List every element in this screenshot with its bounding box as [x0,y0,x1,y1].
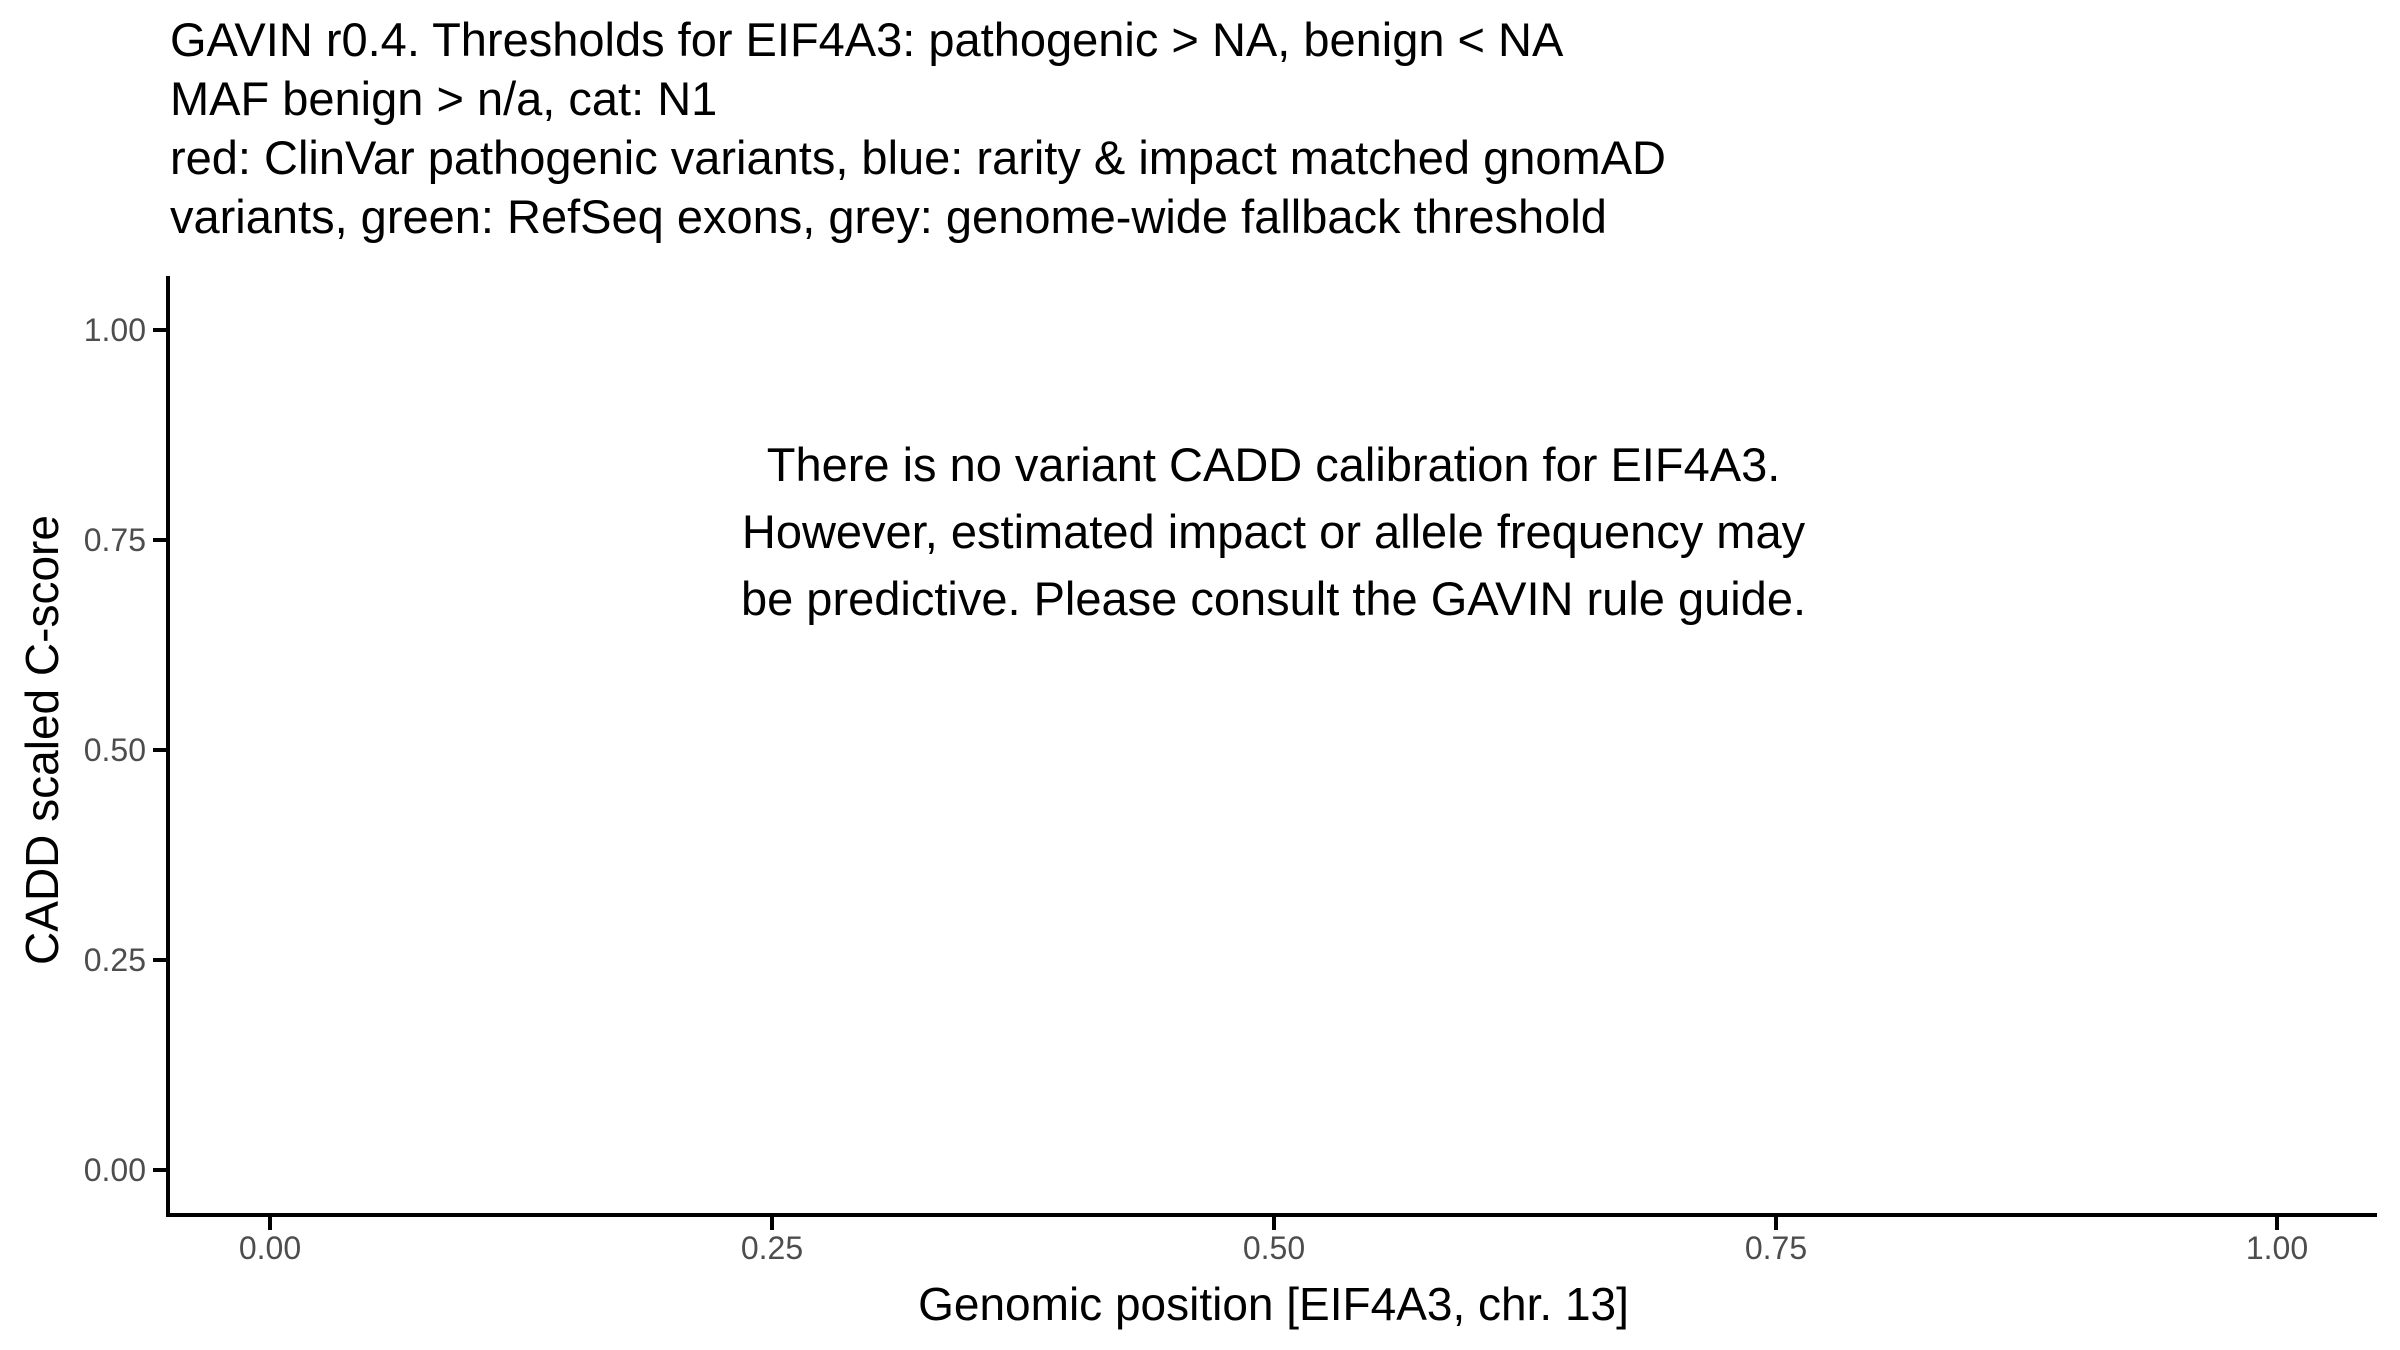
y-tick-label: 1.00 [83,312,146,348]
x-tick-mark [1774,1217,1778,1230]
no-data-annotation [170,431,2377,632]
x-tick-mark [2275,1217,2279,1230]
y-tick-mark [153,328,166,332]
y-tick-label: 0.75 [83,522,146,558]
x-tick-label: 0.50 [1242,1230,1306,1266]
y-axis-line [166,276,170,1217]
no-data-annotation-line-3: be predictive. Please consult the GAVIN rule guide. [740,572,1807,625]
y-tick-mark [153,1168,166,1172]
x-tick-mark [1272,1217,1276,1230]
plot-title-line-3: red: ClinVar pathogenic variants, blue: rarity & impact matched gnomAD [170,131,1666,184]
plot-title-line-1: GAVIN r0.4. Thresholds for EIF4A3: pathogenic > NA, benign < NA [170,13,1564,66]
no-data-annotation-line-1: There is no variant CADD calibration for EIF4A3. [766,438,1781,491]
plot-title [170,10,1666,246]
y-tick-label: 0.00 [83,1152,146,1188]
plot-title-line-2: MAF benign > n/a, cat: N1 [170,72,718,125]
y-axis-title: CADD scaled C-score [16,515,68,965]
y-tick-mark [153,958,166,962]
y-tick-label: 0.25 [83,942,146,978]
no-data-annotation-line-2: However, estimated impact or allele frequency may [741,505,1806,558]
x-tick-mark [268,1217,272,1230]
x-tick-label: 0.00 [238,1230,302,1266]
x-tick-mark [770,1217,774,1230]
y-tick-mark [153,538,166,542]
x-tick-label: 0.75 [1744,1230,1808,1266]
y-tick-mark [153,748,166,752]
x-axis-title: Genomic position [EIF4A3, chr. 13] [918,1278,1629,1330]
x-tick-label: 0.25 [740,1230,804,1266]
y-tick-label: 0.50 [83,732,146,768]
plot-title-line-4: variants, green: RefSeq exons, grey: genome-wide fallback threshold [170,190,1607,243]
x-tick-label: 1.00 [2245,1230,2309,1266]
